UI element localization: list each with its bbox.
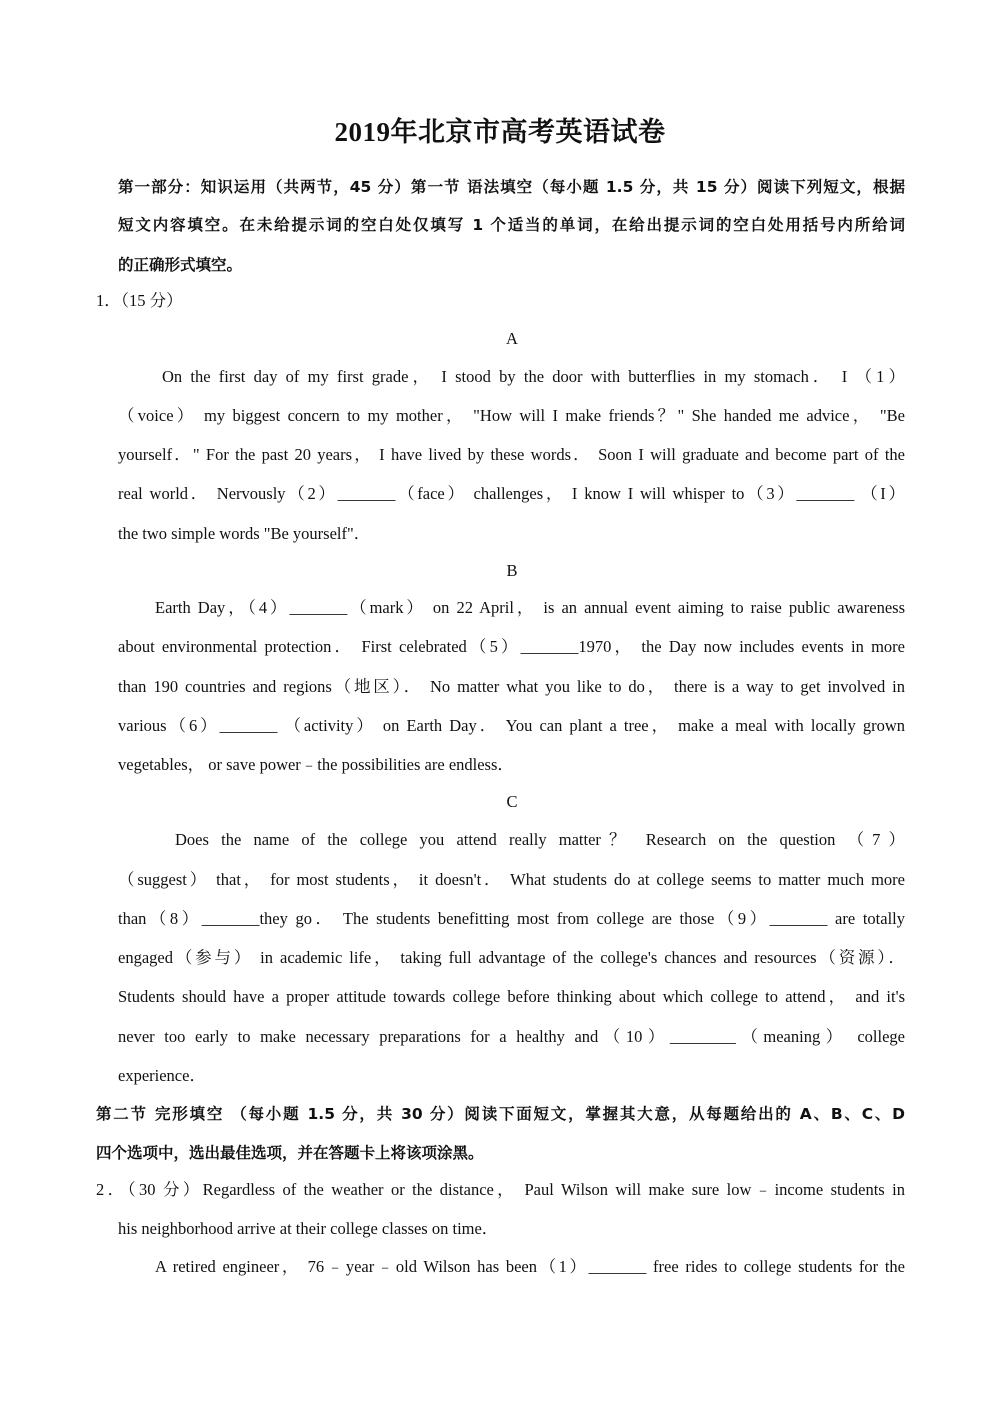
question-2-line: A retired engineer， 76﹣year﹣old Wilson has been（1）_______ free rides to college students for the <box>155 1257 905 1276</box>
passage-a-line: On the first day of my first grade， I stood by the door with butterflies in my stomach． I （1） <box>162 367 905 386</box>
passage-b-line: Earth Day，（4）_______（mark） on 22 April， is an annual event aiming to raise public awareness <box>155 598 905 617</box>
passage-c-line: engaged（参与） in academic life， taking full advantage of the college's chances and resources（资源）． <box>118 948 905 967</box>
part2-instruction-line: 四个选项中，选出最佳选项，并在答题卡上将该项涂黑。 <box>96 1144 484 1162</box>
passage-c-line: never too early to make necessary preparations for a healthy and（10）________（meaning） college <box>118 1027 905 1046</box>
passage-a-line: real world． Nervously（2）_______（face） challenges， I know I will whisper to（3）_______ （I） <box>118 484 905 503</box>
passage-a-line: （voice） my biggest concern to my mother， "How will I make friends？" She handed me advice， "Be <box>118 406 905 425</box>
part1-instruction-line: 短文内容填空。在未给提示词的空白处仅填写 1 个适当的单词，在给出提示词的空白处用括号内所给词 <box>118 216 905 234</box>
passage-c-line: Does the name of the college you attend really matter？ Research on the question （7） <box>175 830 905 849</box>
passage-c-line: than（8）_______they go． The students benefitting most from college are those（9）_______ are totally <box>118 909 905 928</box>
passage-b-line: than 190 countries and regions（地区）． No matter what you like to do， there is a way to get involved in <box>118 677 905 696</box>
passage-a-line: yourself．" For the past 20 years， I have lived by these words． Soon I will graduate and become part of the <box>118 445 905 464</box>
passage-b-line: various（6）_______ （activity） on Earth Day． You can plant a tree， make a meal with locally grown <box>118 716 905 735</box>
passage-c-line: experience． <box>118 1066 206 1085</box>
passage-b-line: about environmental protection． First celebrated（5）_______1970， the Day now includes events in more <box>118 637 905 656</box>
question-2-line: 2．（30 分）Regardless of the weather or the distance， Paul Wilson will make sure low﹣income students in <box>96 1180 905 1199</box>
passage-a-label: A <box>506 329 518 348</box>
passage-b-line: vegetables， or save power﹣the possibilities are endless． <box>118 755 514 774</box>
page-title: 2019年北京市高考英语试卷 <box>334 117 666 147</box>
part2-instruction-line: 第二节 完形填空 （每小题 1.5 分，共 30 分）阅读下面短文，掌握其大意，从每题给出的 A、B、C、D <box>96 1105 905 1123</box>
part1-instruction-line: 第一部分：知识运用（共两节，45 分）第一节 语法填空（每小题 1.5 分，共 15 分）阅读下列短文，根据 <box>118 178 905 196</box>
passage-c-line: （suggest） that， for most students， it doesn't． What students do at college seems to matter much more <box>118 870 905 889</box>
part1-instruction-line: 的正确形式填空。 <box>118 256 243 274</box>
passage-b-label: B <box>506 561 518 580</box>
passage-c-line: Students should have a proper attitude towards college before thinking about which college to attend， and it's <box>118 987 905 1006</box>
passage-c-label: C <box>506 792 518 811</box>
question-2-line: his neighborhood arrive at their college classes on time． <box>118 1219 499 1238</box>
question-1-header: 1．（15 分） <box>96 291 183 310</box>
passage-a-line: the two simple words "Be yourself"． <box>118 524 371 543</box>
